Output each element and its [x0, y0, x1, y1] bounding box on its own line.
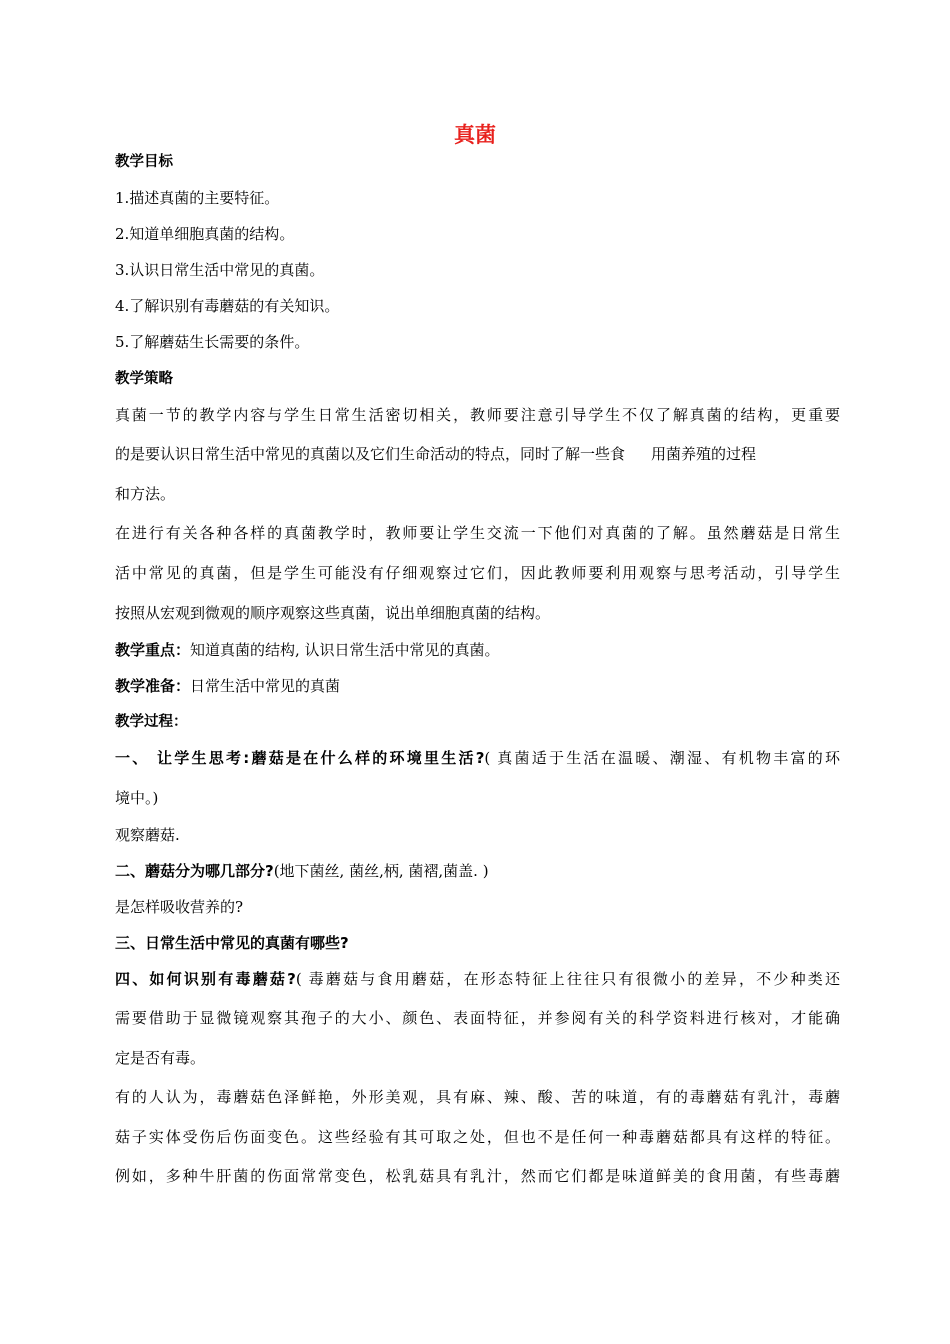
preparation-text: 日常生活中常见的真菌 — [190, 677, 341, 695]
process-s4-label: 四、如何识别有毒蘑菇? — [115, 970, 296, 988]
process-heading: 教学过程： — [115, 714, 188, 730]
strategy-p1-line-1: 真菌一节的教学内容与学生日常生活密切相关，教师要注意引导学生不仅了解真菌的结构，更重要 — [115, 406, 840, 424]
objective-item-1: 1.描述真菌的主要特征。 — [115, 189, 280, 207]
strategy-heading: 教学策略 — [115, 371, 173, 387]
process-s2-follow: 是怎样吸收营养的? — [115, 898, 244, 916]
process-s1-line-1 — [115, 746, 840, 770]
process-s4-line-3: 定是否有毒。 — [115, 1049, 206, 1067]
objective-item-4: 4.了解识别有毒蘑菇的有关知识。 — [115, 297, 340, 315]
key-points — [115, 638, 840, 662]
process-s1-text-1: ( 真菌适于生活在温暖、潮湿、有机物丰富的环 — [484, 749, 840, 767]
objectives-heading: 教学目标 — [115, 154, 173, 170]
process-s4-line-2: 需要借助于显微镜观察其孢子的大小、颜色、表面特征，并参阅有关的科学资料进行核对，才能确 — [115, 1009, 840, 1027]
process-s2-line — [115, 859, 840, 883]
objective-item-5: 5.了解蘑菇生长需要的条件。 — [115, 333, 310, 351]
key-points-text: 知道真菌的结构, 认识日常生活中常见的真菌。 — [190, 641, 500, 659]
strategy-p1-line-2b: 用菌养殖的过程 — [651, 445, 757, 463]
page-title: 真菌 — [454, 123, 496, 147]
preparation — [115, 674, 840, 698]
process-s1-line-2: 境中。) — [115, 789, 159, 807]
objective-item-2: 2.知道单细胞真菌的结构。 — [115, 225, 295, 243]
strategy-p1-line-3: 和方法。 — [115, 485, 176, 503]
process-s4-line-1 — [115, 967, 840, 991]
strategy-p2-line-1: 在进行有关各种各样的真菌教学时，教师要让学生交流一下他们对真菌的了解。虽然蘑菇是日常生 — [115, 524, 840, 542]
strategy-p2-line-2: 活中常见的真菌，但是学生可能没有仔细观察过它们，因此教师要利用观察与思考活动，引导学生 — [115, 564, 840, 582]
strategy-p1-line-2 — [115, 442, 840, 466]
process-s2-text: (地下菌丝, 菌丝,柄, 菌褶,菌盖. ) — [273, 862, 489, 880]
process-s1-label: 一、 让学生思考:蘑菇是在什么样的环境里生活? — [115, 749, 485, 767]
strategy-p2-line-3: 按照从宏观到微观的顺序观察这些真菌，说出单细胞真菌的结构。 — [115, 604, 551, 622]
process-p-last-line-3: 例如，多种牛肝菌的伤面常常变色，松乳菇具有乳汁，然而它们都是味道鲜美的食用菌，有些毒蘑 — [115, 1167, 840, 1185]
process-s2-label: 二、蘑菇分为哪几部分? — [115, 862, 274, 880]
strategy-p1-line-2a: 的是要认识日常生活中常见的真菌以及它们生命活动的特点，同时了解一些食 — [115, 445, 626, 463]
process-p-last-line-2: 菇子实体受伤后伤面变色。这些经验有其可取之处，但也不是任何一种毒蘑菇都具有这样的特征。 — [115, 1128, 840, 1146]
process-p-last-line-1: 有的人认为，毒蘑菇色泽鲜艳，外形美观，具有麻、辣、酸、苦的味道，有的毒蘑菇有乳汁，毒蘑 — [115, 1088, 840, 1106]
process-s1-follow: 观察蘑菇. — [115, 826, 180, 844]
key-points-label: 教学重点： — [115, 641, 191, 659]
objective-item-3: 3.认识日常生活中常见的真菌。 — [115, 261, 325, 279]
process-s4-text-1: ( 毒蘑菇与食用蘑菇，在形态特征上往往只有很微小的差异，不少种类还 — [295, 970, 841, 988]
process-s3-label: 三、日常生活中常见的真菌有哪些? — [115, 934, 349, 952]
preparation-label: 教学准备： — [115, 677, 191, 695]
